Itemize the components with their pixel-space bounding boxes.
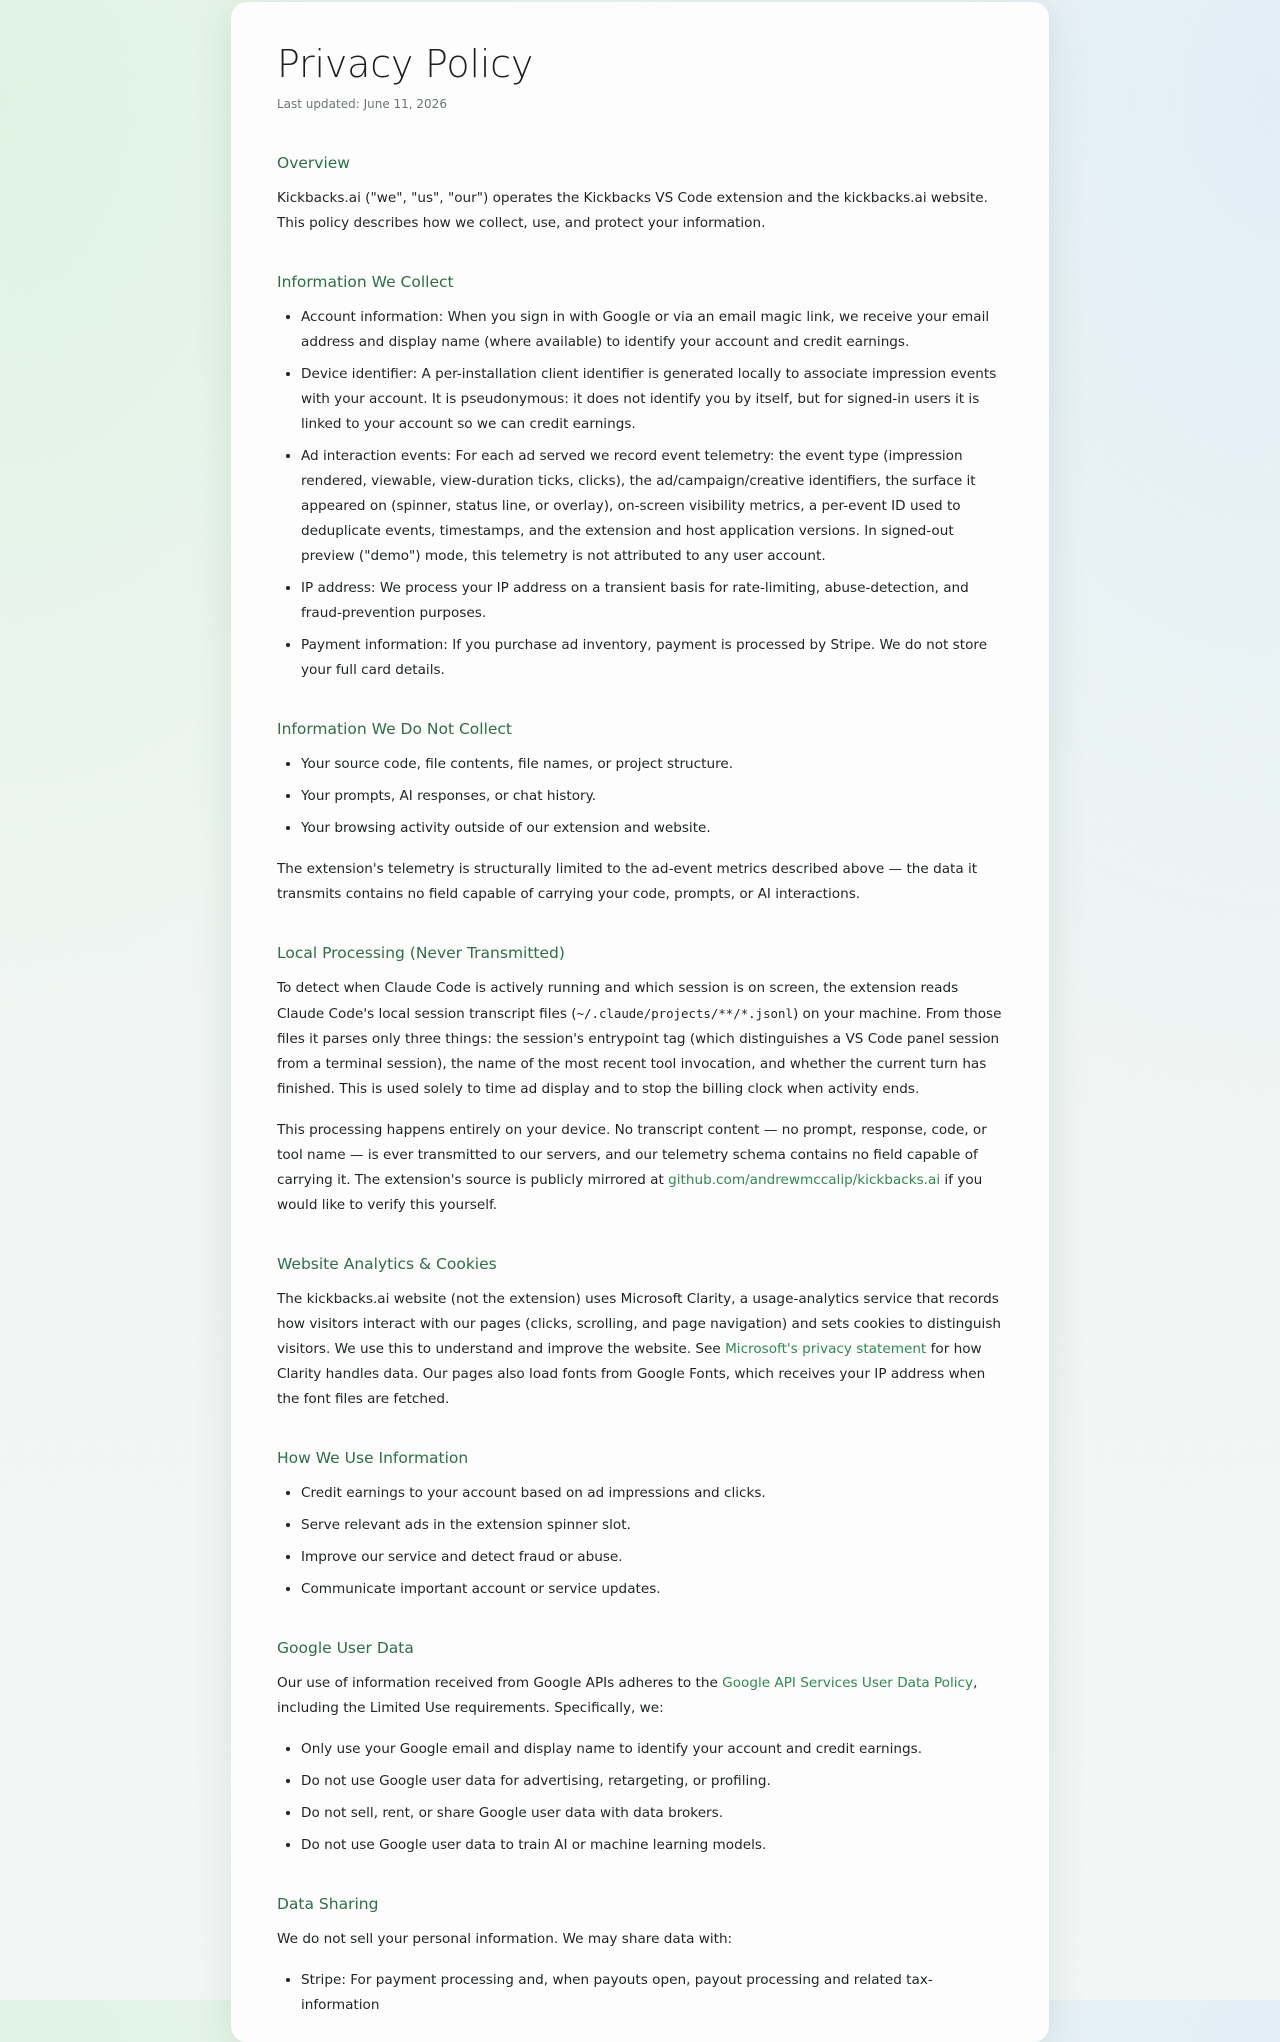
analytics-paragraph: [277, 1287, 1003, 1412]
use-list: [277, 1481, 1003, 1602]
on-device-paragraph: [277, 1118, 1003, 1218]
text-segment: Our use of information received from Google APIs adheres to the: [277, 1675, 723, 1691]
section-analytics-cookies: [277, 1253, 1003, 1412]
overview-text: Kickbacks.ai ("we", "us", "our") operates the Kickbacks VS Code extension and the kickbacks.ai website. This policy describes how we collect, use, and protect your information.: [277, 190, 988, 231]
collect-list: [277, 305, 1003, 683]
section-local-processing: [277, 942, 1003, 1218]
transcript-path-code: ~/.claude/projects/**/*.jsonl: [576, 1006, 793, 1021]
text-segment: if you would like to verify this yourself.: [277, 1172, 983, 1213]
list-item: • Your browsing activity outside of our extension and website.: [301, 816, 1003, 841]
text-segment: ) on your machine. From those files it parses only three things: the session's entrypoint tag (which distinguishes a VS Code panel session from a terminal session), the name of the most recent tool invocation, and whether the current turn has finished. This is used solely to time ad display and to stop the billing clock when activity ends.: [277, 1006, 1002, 1097]
not-collect-list: [277, 752, 1003, 841]
local-processing-paragraph: [277, 976, 1003, 1102]
list-item: • Improve our service and detect fraud or abuse.: [301, 1545, 1003, 1570]
sharing-text: We do not sell your personal information. We may share data with:: [277, 1931, 733, 1947]
list-item: • Ad interaction events: For each ad served we record event telemetry: the event type (impression rendered, viewable, view-duration ticks, clicks), the ad/campaign/creative identifiers, the surface it appeared on (spinner, status line, or overlay), on-screen visibility metrics, a per-event ID used to deduplicate events, timestamps, and the extension and host application versions. In signed-out preview ("demo") mode, this telemetry is not attributed to any user account.: [301, 444, 1003, 569]
section-how-we-use-information: [277, 1447, 1003, 1602]
list-item: • Do not use Google user data for advertising, retargeting, or profiling.: [301, 1769, 1003, 1794]
list-item: • Your source code, file contents, file names, or project structure.: [301, 752, 1003, 777]
text-segment: To detect when Claude Code is actively running and which session is on screen, the extension reads Claude Code's local session transcript files (: [277, 980, 959, 1022]
sharing-list: [277, 1968, 1003, 2018]
list-item: • Communicate important account or service updates.: [301, 1577, 1003, 1602]
section-heading: Information We Do Not Collect: [277, 720, 513, 738]
google-list: [277, 1737, 1003, 1858]
list-item: • Your prompts, AI responses, or chat history.: [301, 784, 1003, 809]
section-heading: How We Use Information: [277, 1449, 469, 1467]
google-api-policy-link[interactable]: Google API Services User Data Policy: [722, 1675, 974, 1691]
section-heading: Google User Data: [277, 1639, 414, 1657]
list-item: • Only use your Google email and display name to identify your account and credit earnings.: [301, 1737, 1003, 1762]
github-mirror-link[interactable]: github.com/andrewmccalip/kickbacks.ai: [668, 1172, 941, 1188]
list-item: • Credit earnings to your account based on ad impressions and clicks.: [301, 1481, 1003, 1506]
section-data-sharing: [277, 1893, 1003, 2018]
section-heading: Website Analytics & Cookies: [277, 1255, 497, 1273]
text-segment: for how Clarity handles data. Our pages also load fonts from Google Fonts, which receives your IP address when the font files are fetched.: [277, 1341, 986, 1407]
policy-card: [231, 2, 1049, 2042]
telemetry-note: The extension's telemetry is structurally limited to the ad-event metrics described above — the data it transmits contains no field capable of carrying your code, prompts, or AI interactions.: [277, 861, 978, 902]
text-segment: , including the Limited Use requirements. Specifically, we:: [277, 1675, 978, 1716]
section-heading: Overview: [277, 154, 350, 172]
list-item: • Account information: When you sign in with Google or via an email magic link, we receive your email address and display name (where available) to identify your account and credit earnings.: [301, 305, 1003, 355]
text-segment: The kickbacks.ai website (not the extension) uses Microsoft Clarity, a usage-analytics service that records how visitors interact with our pages (clicks, scrolling, and page navigation) and sets cookies to distinguish visitors. We use this to understand and improve the website. See: [277, 1291, 1002, 1357]
section-heading: Local Processing (Never Transmitted): [277, 944, 565, 962]
list-item: • Do not sell, rent, or share Google user data with data brokers.: [301, 1801, 1003, 1826]
list-item: • Do not use Google user data to train AI or machine learning models.: [301, 1833, 1003, 1858]
section-heading: Information We Collect: [277, 273, 454, 291]
section-google-user-data: [277, 1637, 1003, 1858]
section-information-we-do-not-collect: [277, 718, 1003, 907]
list-item: • IP address: We process your IP address on a transient basis for rate-limiting, abuse-detection, and fraud-prevention purposes.: [301, 576, 1003, 626]
list-item: • Serve relevant ads in the extension spinner slot.: [301, 1513, 1003, 1538]
list-item: • Stripe: For payment processing and, when payouts open, payout processing and related tax-information: [301, 1968, 1003, 2018]
section-information-we-collect: [277, 271, 1003, 683]
list-item: • Device identifier: A per-installation client identifier is generated locally to associate impression events with your account. It is pseudonymous: it does not identify you by itself, but for signed-in users it is linked to your account so we can credit earnings.: [301, 362, 1003, 437]
google-paragraph: [277, 1671, 1003, 1721]
text-segment: This processing happens entirely on your device. No transcript content — no prompt, response, code, or tool name — is ever transmitted to our servers, and our telemetry schema contains no field capable of carrying it. The extension's source is publicly mirrored at: [277, 1122, 987, 1188]
page-title: Privacy Policy: [277, 42, 534, 86]
list-item: • Payment information: If you purchase ad inventory, payment is processed by Stripe. We do not store your full card details.: [301, 633, 1003, 683]
microsoft-privacy-link[interactable]: Microsoft's privacy statement: [725, 1341, 927, 1357]
section-heading: Data Sharing: [277, 1895, 379, 1913]
section-overview: [277, 152, 1003, 236]
last-updated: Last updated: June 11, 2026: [277, 97, 447, 111]
